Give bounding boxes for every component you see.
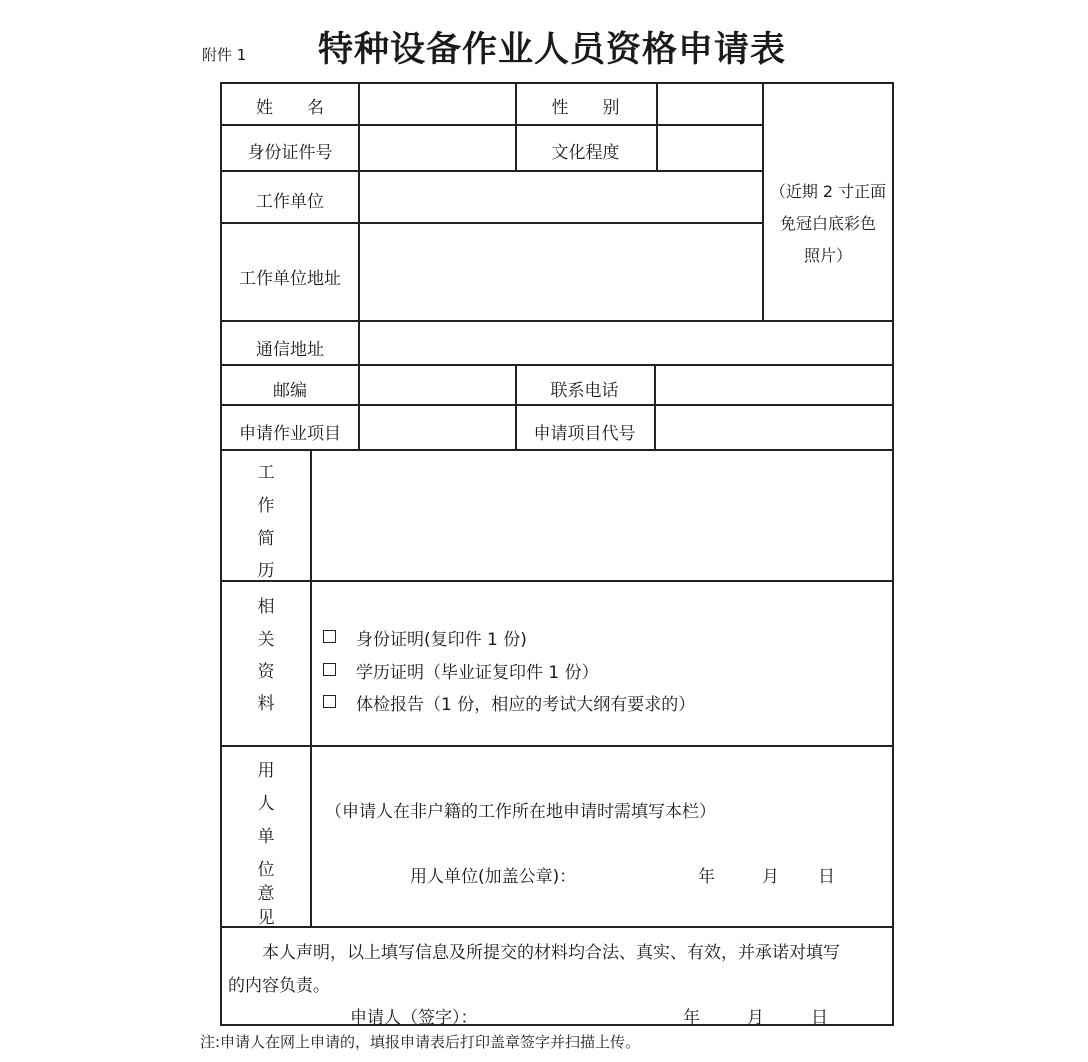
employer-opinion-char: 位 xyxy=(257,860,275,880)
id-number-field[interactable] xyxy=(360,126,515,170)
materials-char: 资 xyxy=(257,662,275,682)
form-title: 特种设备作业人员资格申请表 xyxy=(318,30,787,70)
photo-note-line: （近期 2 寸正面 xyxy=(769,182,887,201)
employer-address-field[interactable] xyxy=(360,224,762,320)
employer-opinion-field[interactable] xyxy=(312,747,892,926)
employer-seal-label: 用人单位(加盖公章)： xyxy=(410,867,577,887)
checkbox-medical-report[interactable] xyxy=(323,695,336,708)
mailing-address-label: 通信地址 xyxy=(256,340,324,360)
work-history-char: 简 xyxy=(257,529,275,549)
employer-opinion-note: （申请人在非户籍的工作所在地申请时需填写本栏） xyxy=(325,802,716,822)
applicant-date-month: 月 xyxy=(747,1008,764,1028)
education-label: 文化程度 xyxy=(551,143,620,163)
postcode-field[interactable] xyxy=(360,366,515,404)
materials-char: 料 xyxy=(257,694,275,714)
employer-opinion-char: 见 xyxy=(257,908,275,928)
footnote: 注:申请人在网上申请的，填报申请表后打印盖章签字并扫描上传。 xyxy=(200,1033,641,1051)
work-history-char: 历 xyxy=(257,561,275,581)
employer-opinion-char: 用 xyxy=(257,761,275,781)
work-history-char: 作 xyxy=(257,496,275,516)
declaration-line-1: 本人声明，以上填写信息及所提交的材料均合法、真实、有效，并承诺对填写 xyxy=(262,943,840,963)
employer-label: 工作单位 xyxy=(256,192,324,212)
checkbox-education-proof[interactable] xyxy=(323,663,336,676)
employer-address-label: 工作单位地址 xyxy=(239,269,341,289)
materials-char: 相 xyxy=(257,597,275,617)
employer-date-day: 日 xyxy=(818,867,835,887)
gender-field[interactable] xyxy=(658,84,762,124)
attachment-label: 附件 1 xyxy=(202,46,247,64)
applicant-date-year: 年 xyxy=(683,1008,700,1028)
applicant-date-day: 日 xyxy=(811,1008,828,1028)
signature-label: 申请人（签字）： xyxy=(350,1008,478,1028)
checkbox-id-proof[interactable] xyxy=(323,630,336,643)
employer-opinion-char: 单 xyxy=(257,827,275,847)
material-item: 学历证明（毕业证复印件 1 份） xyxy=(356,663,599,683)
employer-opinion-char: 人 xyxy=(257,794,275,814)
gender-label: 性 别 xyxy=(551,98,620,118)
employer-field[interactable] xyxy=(360,172,762,222)
materials-char: 关 xyxy=(257,630,275,650)
employer-date-year: 年 xyxy=(698,867,715,887)
application-form-table xyxy=(220,82,894,1026)
project-field[interactable] xyxy=(360,406,515,449)
employer-opinion-char: 意 xyxy=(257,884,275,904)
work-history-char: 工 xyxy=(257,463,275,483)
project-label: 申请作业项目 xyxy=(239,424,341,444)
id-number-label: 身份证件号 xyxy=(247,143,333,163)
name-field[interactable] xyxy=(360,84,515,124)
phone-label: 联系电话 xyxy=(550,381,619,401)
declaration-line-2: 的内容负责。 xyxy=(228,976,330,996)
mailing-address-field[interactable] xyxy=(360,322,892,364)
name-label: 姓 名 xyxy=(256,98,324,118)
work-history-field[interactable] xyxy=(312,451,892,580)
material-item: 身份证明(复印件 1 份) xyxy=(356,630,527,650)
phone-field[interactable] xyxy=(656,366,892,404)
employer-date-month: 月 xyxy=(762,867,779,887)
photo-note-line: 免冠白底彩色 xyxy=(779,214,876,233)
postcode-label: 邮编 xyxy=(273,381,307,401)
project-code-label: 申请项目代号 xyxy=(533,424,636,444)
material-item: 体检报告（1 份，相应的考试大纲有要求的） xyxy=(356,695,696,715)
photo-placeholder[interactable] xyxy=(766,176,890,272)
photo-note-line: 照片） xyxy=(803,246,852,265)
signature-field[interactable] xyxy=(492,996,672,1024)
project-code-field[interactable] xyxy=(656,406,892,449)
education-field[interactable] xyxy=(658,126,762,170)
